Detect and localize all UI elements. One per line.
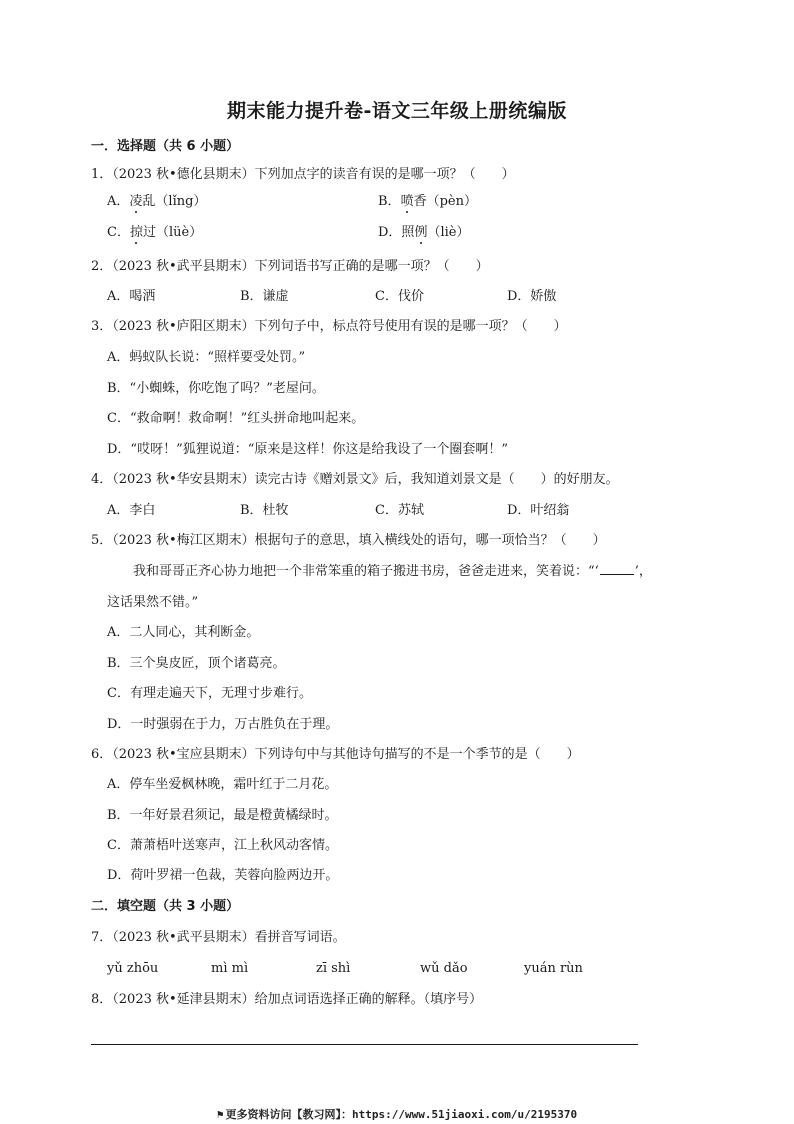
question-1-option-a (107, 193, 206, 211)
option-text: 过（lüè） (142, 225, 203, 240)
page-title: 期末能力提升卷-语文三年级上册统编版 (227, 100, 567, 122)
option-prefix: A． (107, 194, 130, 209)
footer-link[interactable] (0, 1106, 794, 1122)
question-5-option-a: A．二人同心，其利断金。 (107, 625, 260, 640)
question-1-stem: 1．（2023 秋•德化县期末）下列加点字的读音有误的是哪一项？（ ） (91, 167, 515, 182)
passage-text: 我和哥哥正齐心协力地把一个非常笨重的箱子搬进书房，爸爸走进来，笑着说：“‘ (133, 564, 599, 579)
question-5-option-d: D．一时强弱在于力，万古胜负在于理。 (107, 717, 339, 732)
question-5-passage-line-1 (133, 563, 652, 581)
question-5-option-b: B．三个臭皮匠，顶个诸葛亮。 (107, 656, 286, 671)
question-4-option-d: D．叶绍翁 (507, 503, 570, 518)
question-6-option-c: C．萧萧梧叶送寒声，江上秋风动客情。 (107, 838, 338, 853)
option-text: （liè） (427, 225, 470, 240)
question-4-option-a: A．李白 (107, 503, 156, 518)
option-text: 乱（lǐng） (142, 194, 207, 209)
question-3-option-d: D．“哎呀！”狐狸说道：“原来是这样！你这是给我设了一个圈套啊！” (107, 442, 509, 457)
question-1-option-b (378, 193, 477, 211)
question-3-option-a: A．蚂蚁队长说：“照样要受处罚。” (107, 350, 306, 365)
pinyin-item: wǔ dǎo (420, 961, 468, 976)
question-3-option-c: C．“救命啊！救命啊！”红头拼命地叫起来。 (107, 411, 365, 426)
dotted-char: 例 (414, 225, 428, 240)
option-text: 香（pèn） (413, 194, 477, 209)
question-2-option-a: A．喝洒 (107, 289, 156, 304)
dotted-char: 凌 (129, 194, 143, 209)
question-2-option-b: B．谦虚 (240, 289, 289, 304)
option-prefix: C． (107, 225, 130, 240)
question-2-option-d: D．娇傲 (507, 289, 557, 304)
question-4-option-b: B．杜牧 (240, 503, 289, 518)
dotted-char: 掠 (129, 225, 143, 240)
footer-text[interactable]: 更多资料访问【教习网】：https://www.51jiaoxi.com/u/2195370 (225, 1108, 578, 1121)
fill-blank (600, 563, 634, 575)
question-6-option-b: B．一年好景君须记，最是橙黄橘绿时。 (107, 808, 338, 823)
pinyin-item: yǔ zhōu (107, 961, 159, 976)
question-8-stem: 8．（2023 秋•延津县期末）给加点词语选择正确的解释。（填序号） (91, 992, 483, 1007)
option-prefix: B． (378, 194, 401, 209)
question-2-stem: 2．（2023 秋•武平县期末）下列词语书写正确的是哪一项？（ ） (91, 259, 489, 274)
question-5-stem: 5．（2023 秋•梅江区期末）根据句子的意思，填入横线处的语句，哪一项恰当？（ ） (91, 533, 606, 548)
section-heading-choice: 一．选择题（共 6 小题） (91, 139, 240, 154)
question-1-option-c (107, 224, 202, 242)
pinyin-item: zī shì (316, 961, 351, 976)
question-2-option-c: C．伐价 (375, 289, 424, 304)
flag-icon: ⚑ (216, 1108, 224, 1121)
question-3-stem: 3．（2023 秋•庐阳区期末）下列句子中，标点符号使用有误的是哪一项？（ ） (91, 319, 567, 334)
question-1-option-d (378, 224, 469, 242)
question-5-passage-line-2: 这话果然不错。” (107, 595, 199, 610)
question-5-option-c: C．有理走遍天下，无理寸步难行。 (107, 686, 312, 701)
question-4-stem: 4．（2023 秋•华安县期末）读完古诗《赠刘景文》后，我知道刘景文是（ ）的好朋友。 (91, 472, 619, 487)
question-6-option-a: A．停车坐爱枫林晚，霜叶红于二月花。 (107, 777, 338, 792)
option-prefix: D．照 (378, 225, 415, 240)
question-4-option-c: C．苏轼 (375, 503, 424, 518)
footer-divider (91, 1044, 638, 1045)
pinyin-item: yuán rùn (524, 961, 583, 976)
dotted-char: 喷 (400, 194, 414, 209)
passage-text: ’， (634, 564, 652, 579)
question-7-stem: 7．（2023 秋•武平县期末）看拼音写词语。 (91, 930, 346, 945)
question-3-option-b: B．“小蜘蛛，你吃饱了吗？”老屋问。 (107, 381, 325, 396)
pinyin-item: mì mì (211, 961, 249, 976)
question-6-stem: 6．（2023 秋•宝应县期末）下列诗句中与其他诗句描写的不是一个季节的是（ ） (91, 747, 580, 762)
question-6-option-d: D．荷叶罗裙一色裁，芙蓉向脸两边开。 (107, 868, 339, 883)
section-heading-fill: 二．填空题（共 3 小题） (91, 899, 240, 914)
